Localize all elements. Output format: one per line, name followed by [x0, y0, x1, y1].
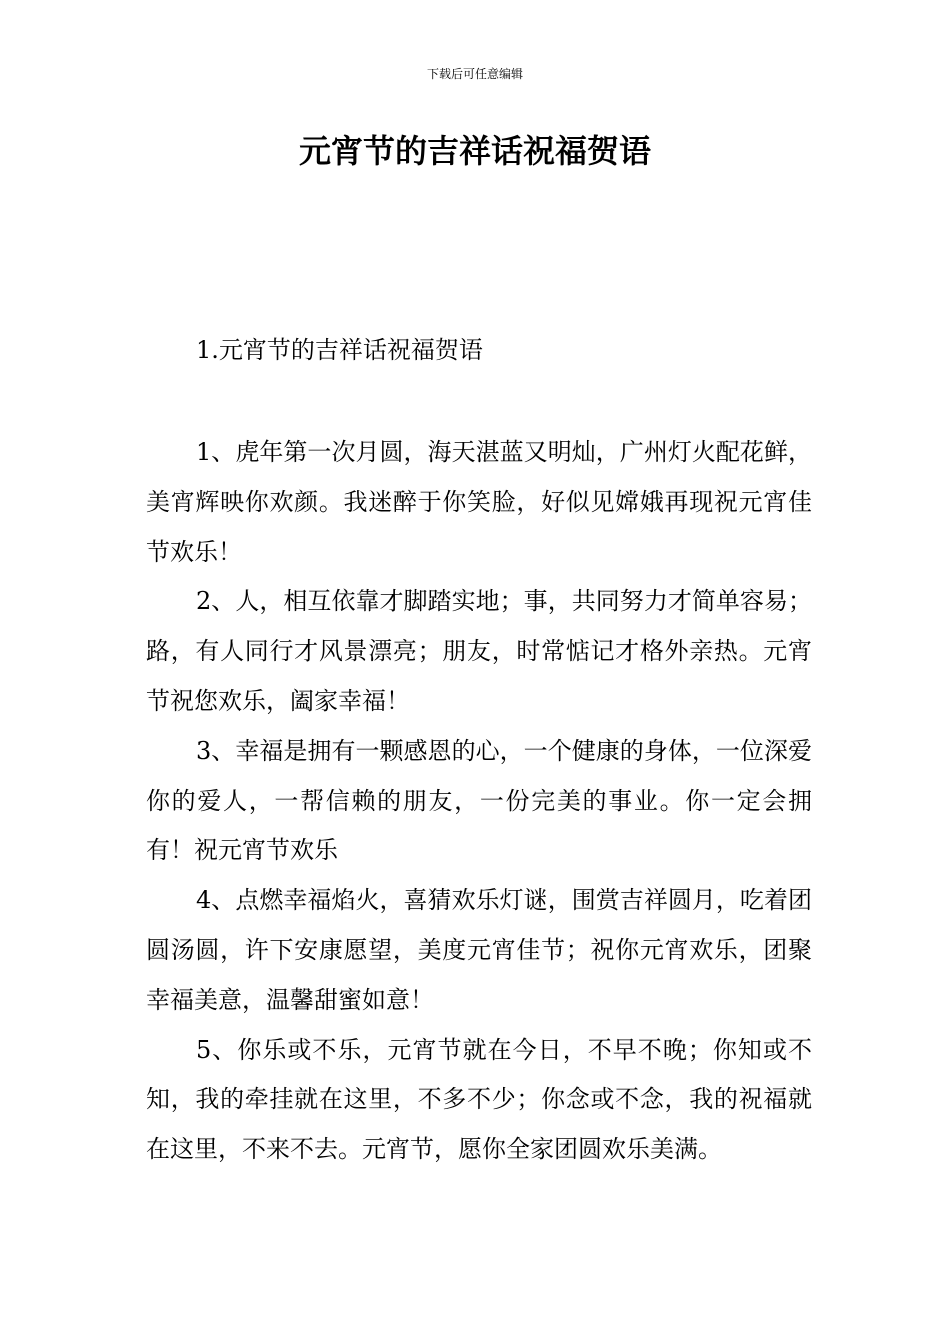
- paragraph-3: 3、幸福是拥有一颗感恩的心，一个健康的身体，一位深爱你的爱人，一帮信赖的朋友，一份完美的事业。你一定会拥有！祝元宵节欢乐: [146, 736, 812, 865]
- section-heading: 1.元宵节的吉祥话祝福贺语: [196, 336, 483, 364]
- paragraph-1: 1、虎年第一次月圆，海天湛蓝又明灿，广州灯火配花鲜，美宵辉映你欢颜。我迷醉于你笑脸，好似见嫦娥再现祝元宵佳节欢乐！: [146, 438, 812, 566]
- paragraph-2: 2、人，相互依靠才脚踏实地；事，共同努力才简单容易；路，有人同行才风景漂亮；朋友，时常惦记才格外亲热。元宵节祝您欢乐，阖家幸福！: [146, 587, 812, 715]
- paragraph-4: 4、点燃幸福焰火，喜猜欢乐灯谜，围赏吉祥圆月，吃着团圆汤圆，许下安康愿望，美度元宵佳节；祝你元宵欢乐，团聚幸福美意，温馨甜蜜如意！: [146, 886, 812, 1014]
- document-body: [146, 428, 812, 1175]
- paragraph-5: 5、你乐或不乐，元宵节就在今日，不早不晚；你知或不知，我的牵挂就在这里，不多不少；你念或不念，我的祝福就在这里，不来不去。元宵节，愿你全家团圆欢乐美满。: [146, 1035, 812, 1164]
- header-note: 下载后可任意编辑: [426, 67, 523, 81]
- document-title: 元宵节的吉祥话祝福贺语: [298, 132, 651, 170]
